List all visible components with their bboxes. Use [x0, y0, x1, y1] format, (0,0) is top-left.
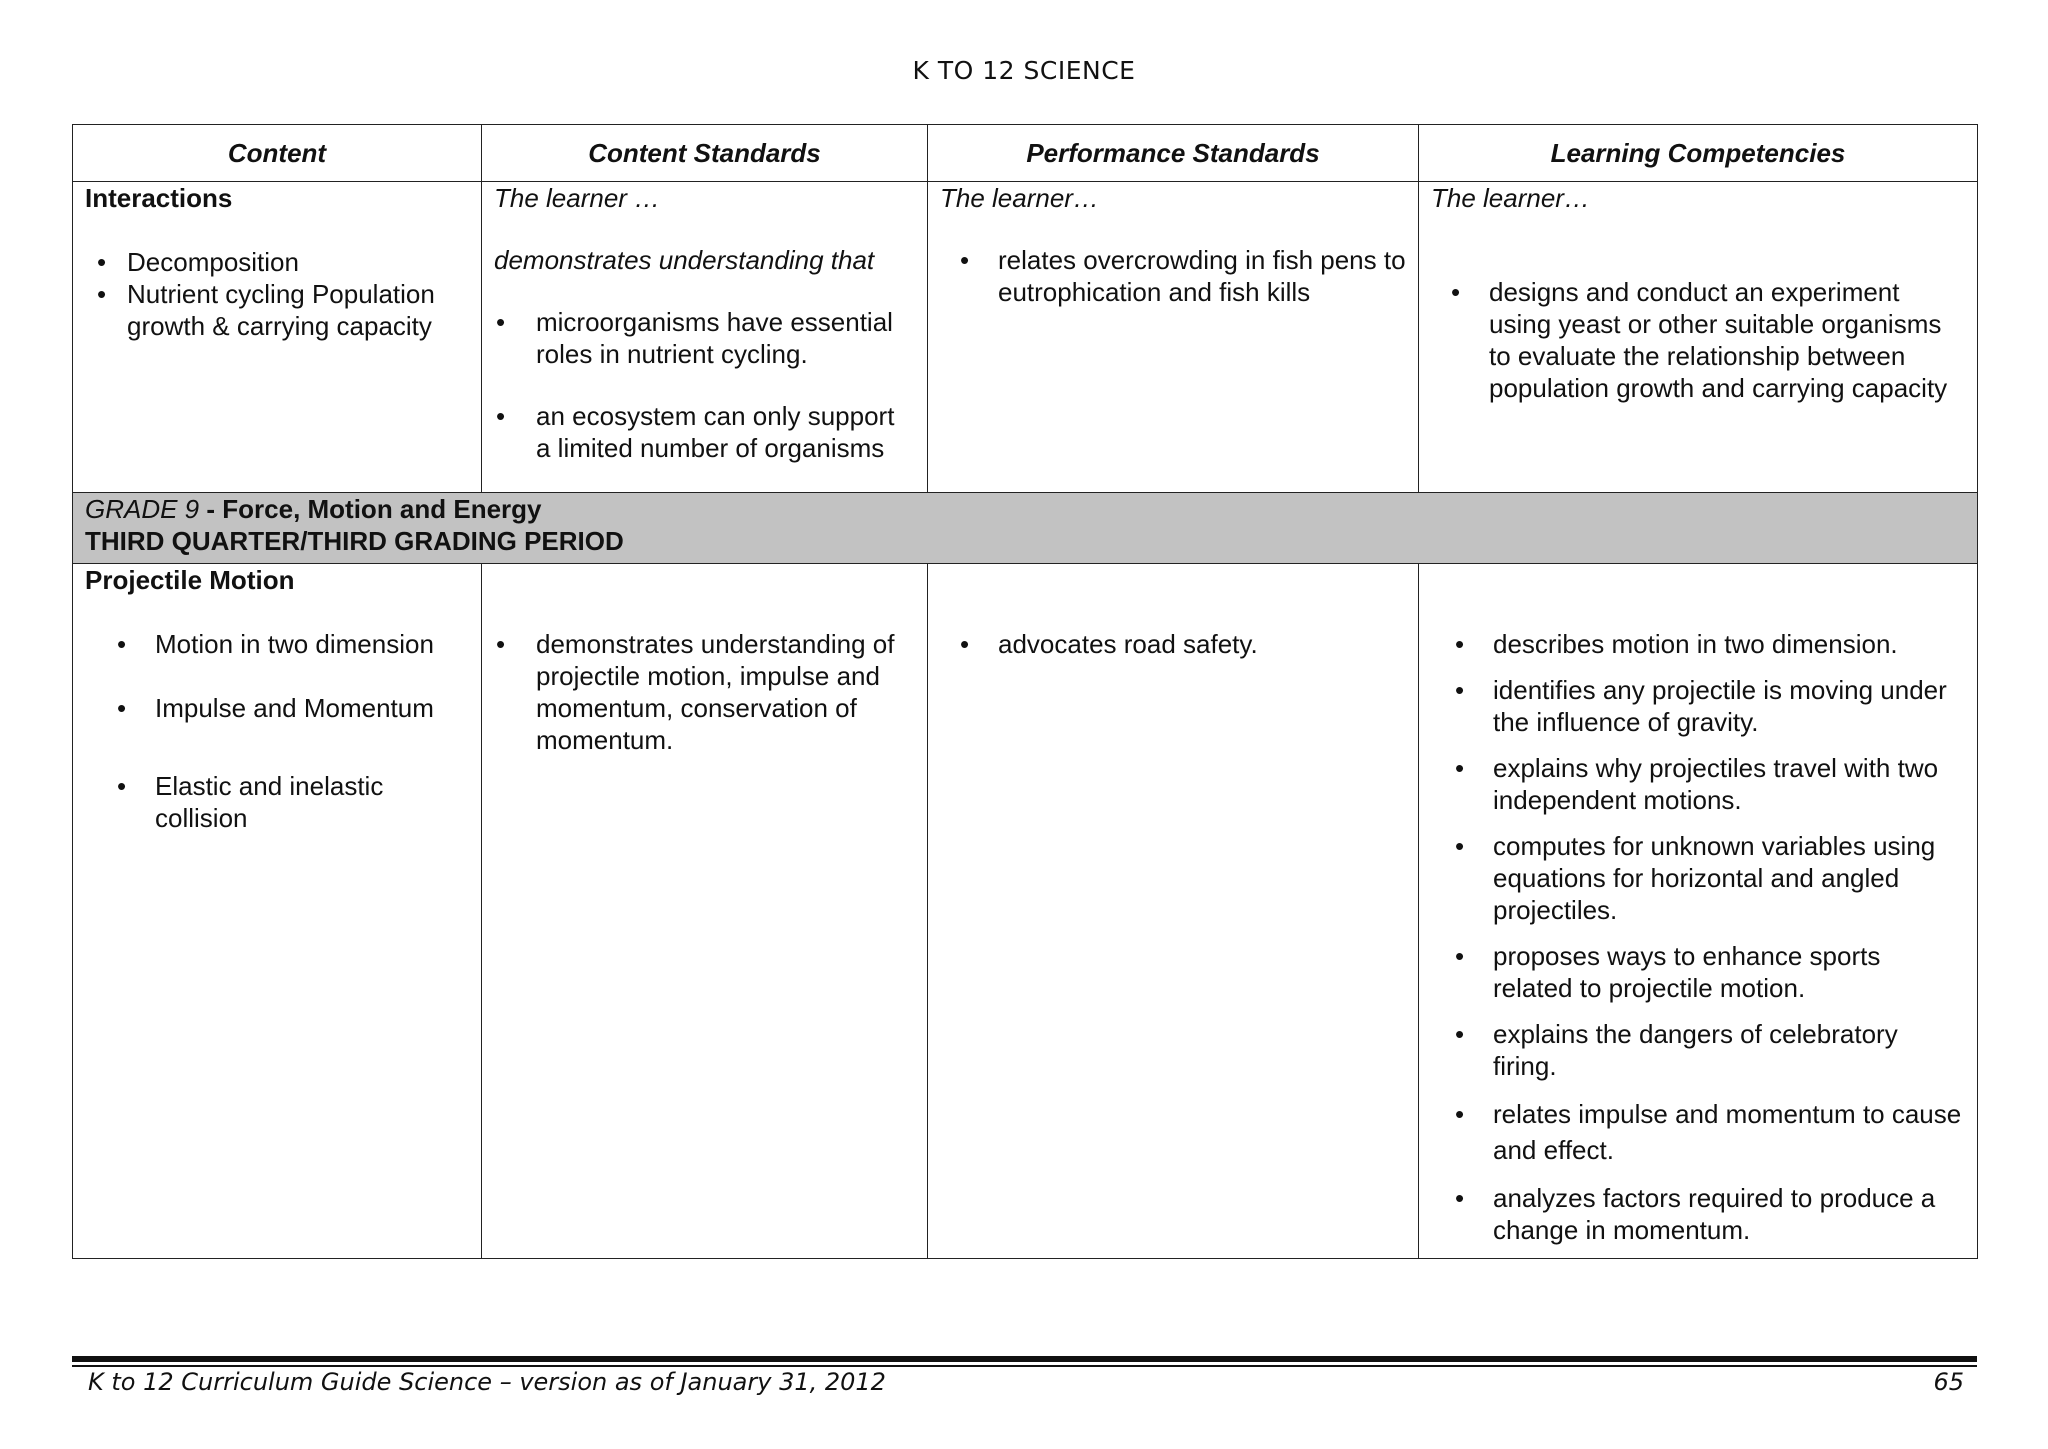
grade-band [73, 493, 1978, 564]
cell-learning-competencies [1419, 182, 1978, 493]
list-item: • Motion in two dimension [97, 628, 469, 660]
list-item: • proposes ways to enhance sports related to projectile motion. [1435, 940, 1965, 1004]
footer-document-title: K to 12 Curriculum Guide Science – version as of January 31, 2012 [88, 1368, 886, 1396]
footer-page-number: 65 [1933, 1368, 1964, 1396]
col-header-learning-competencies: Learning Competencies [1419, 125, 1978, 182]
curriculum-table [72, 124, 1978, 1259]
list-item: • Decomposition [85, 246, 469, 278]
performance-standards-list [940, 244, 1406, 308]
col-header-content: Content [73, 125, 482, 182]
cell-learning-competencies [1419, 564, 1978, 1259]
page-header-title: K TO 12 SCIENCE [912, 56, 1136, 85]
cell-content [73, 564, 482, 1259]
content-title: Projectile Motion [85, 565, 295, 595]
list-item: • computes for unknown variables using equations for horizontal and angled projectiles. [1435, 830, 1965, 926]
cell-content-standards [482, 564, 928, 1259]
table-header-row [73, 125, 1978, 182]
performance-standards-list [940, 628, 1406, 660]
grading-period: THIRD QUARTER/THIRD GRADING PERIOD [85, 526, 624, 556]
cell-content [73, 182, 482, 493]
list-item: • relates overcrowding in fish pens to eutrophication and fish kills [940, 244, 1406, 308]
footer-rule-thick [72, 1356, 1977, 1362]
content-list [85, 628, 469, 834]
standard-lead: demonstrates understanding that [494, 245, 875, 275]
content-list [85, 246, 469, 342]
content-standards-list [494, 628, 915, 756]
content-title: Interactions [85, 183, 233, 213]
table-row-interactions [73, 182, 1978, 493]
list-item: • identifies any projectile is moving under the influence of gravity. [1435, 674, 1965, 738]
list-item: • explains the dangers of celebratory firing. [1435, 1018, 1965, 1082]
grade-topic: - Force, Motion and Energy [199, 494, 542, 524]
col-header-performance-standards: Performance Standards [928, 125, 1419, 182]
table-row-projectile-motion [73, 564, 1978, 1259]
cell-performance-standards [928, 182, 1419, 493]
list-item: • an ecosystem can only support a limited number of organisms [494, 400, 915, 464]
list-item: • relates impulse and momentum to cause and effect. [1435, 1096, 1965, 1168]
footer-rule-thin [72, 1365, 1977, 1367]
learner-intro: The learner… [1431, 183, 1590, 213]
col-header-content-standards: Content Standards [482, 125, 928, 182]
learner-intro: The learner… [940, 183, 1099, 213]
list-item: • explains why projectiles travel with two independent motions. [1435, 752, 1965, 816]
list-item: • demonstrates understanding of projectile motion, impulse and momentum, conservation of momentum. [494, 628, 915, 756]
list-item: • Elastic and inelastic collision [97, 770, 469, 834]
grade-label: GRADE 9 [85, 494, 200, 524]
list-item: • Nutrient cycling Population growth & carrying capacity [85, 278, 469, 342]
cell-content-standards [482, 182, 928, 493]
list-item: • Impulse and Momentum [97, 692, 469, 724]
content-standards-list [494, 306, 915, 464]
learner-intro: The learner … [494, 183, 661, 213]
cell-performance-standards [928, 564, 1419, 1259]
grade-band-row [73, 493, 1978, 564]
list-item: • designs and conduct an experiment using yeast or other suitable organisms to evaluate the relationship between population growth and carrying capacity [1431, 276, 1965, 404]
learning-competencies-list [1431, 276, 1965, 404]
list-item: • analyzes factors required to produce a change in momentum. [1435, 1182, 1965, 1246]
list-item: • microorganisms have essential roles in nutrient cycling. [494, 306, 915, 370]
list-item: • describes motion in two dimension. [1435, 628, 1965, 660]
list-item: • advocates road safety. [940, 628, 1406, 660]
learning-competencies-list [1431, 628, 1965, 1246]
